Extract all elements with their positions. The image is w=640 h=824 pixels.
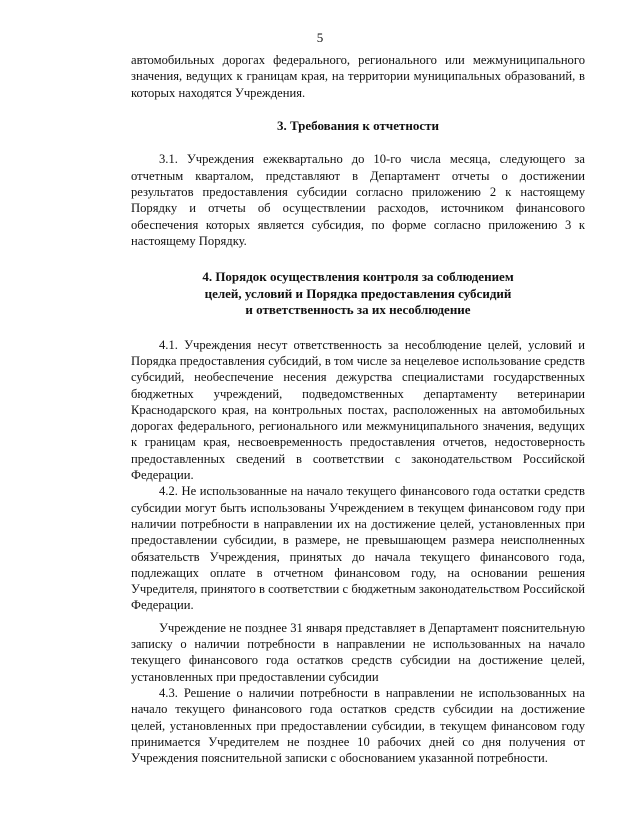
- section-4-heading-line-1: 4. Порядок осуществления контроля за соблюдением: [202, 269, 514, 285]
- paragraph-3-1: 3.1. Учреждения ежеквартально до 10-го числа месяца, следующего за отчетным кварталом, представляют в Департамент отчеты о достижении результатов предоставления субсидии согласно приложению 2 к настоящему Порядку и отчеты об осуществлении расходов, источником финансового обеспечения которых является субсидия, по форме согласно приложению 3 к настоящему Порядку.: [131, 152, 585, 248]
- paragraph-4-2: 4.2. Не использованные на начало текущего финансового года остатки средств субсидии могут быть использованы Учреждением в текущем финансовом году при наличии потребности в направлении их на достижение целей, установленных при предоставлении субсидии, в размере, не превышающем размера неисполненных обязательств Учреждения, принятых до начала текущего финансового года, подлежащих оплате в отчетном финансовом году, на основании решения Учредителя, принятого в соответствии с бюджетным законодательством Российской Федерации.: [131, 484, 585, 613]
- page-number: 5: [316, 30, 324, 45]
- section-4-heading-line-3: и ответственность за их несоблюдение: [245, 302, 471, 318]
- intro-paragraph: автомобильных дорогах федерального, регионального или межмуниципального значения, ведущих к границам края, на территории муниципальных образований, в которых находятся Учреждения.: [131, 53, 585, 100]
- document-body: [131, 52, 585, 766]
- paragraph-4-1: 4.1. Учреждения несут ответственность за несоблюдение целей, условий и Порядка предоставления субсидий, в том числе за нецелевое использование средств субсидий, необеспечение несения дежурства специалистами государственных бюджетных учреждений, подведомственных департаменту ветеринарии Краснодарского края, на контрольных постах, расположенных на автомобильных дорогах федерального, регионального или межмуниципального значения, ведущих к границам края, несвоевременность предоставления отчетов, недостоверность предоставленных сведений в соответствии с законодательством Российской Федерации.: [131, 337, 585, 483]
- section-4-heading: [131, 269, 585, 319]
- section-4-heading-line-2: целей, условий и Порядка предоставления субсидий: [204, 285, 512, 301]
- paragraph-4-3: 4.3. Решение о наличии потребности в направлении не использованных на начало текущего финансового года остатков средств субсидии на достижение целей, установленных при предоставлении субсидии, в текущем финансовом году принимается Учредителем не позднее 10 рабочих дней со дня получения от Учреждения пояснительной записки с обоснованием указанной потребности.: [131, 685, 585, 766]
- section-3-heading: 3. Требования к отчетности: [276, 117, 440, 133]
- paragraph-4-2-b: Учреждение не позднее 31 января представляет в Департамент пояснительную записку о наличии потребности в направлении не использованных на начало текущего финансового года остатков средств субсидии на достижение целей, установленных при предоставлении субсидии: [131, 620, 585, 684]
